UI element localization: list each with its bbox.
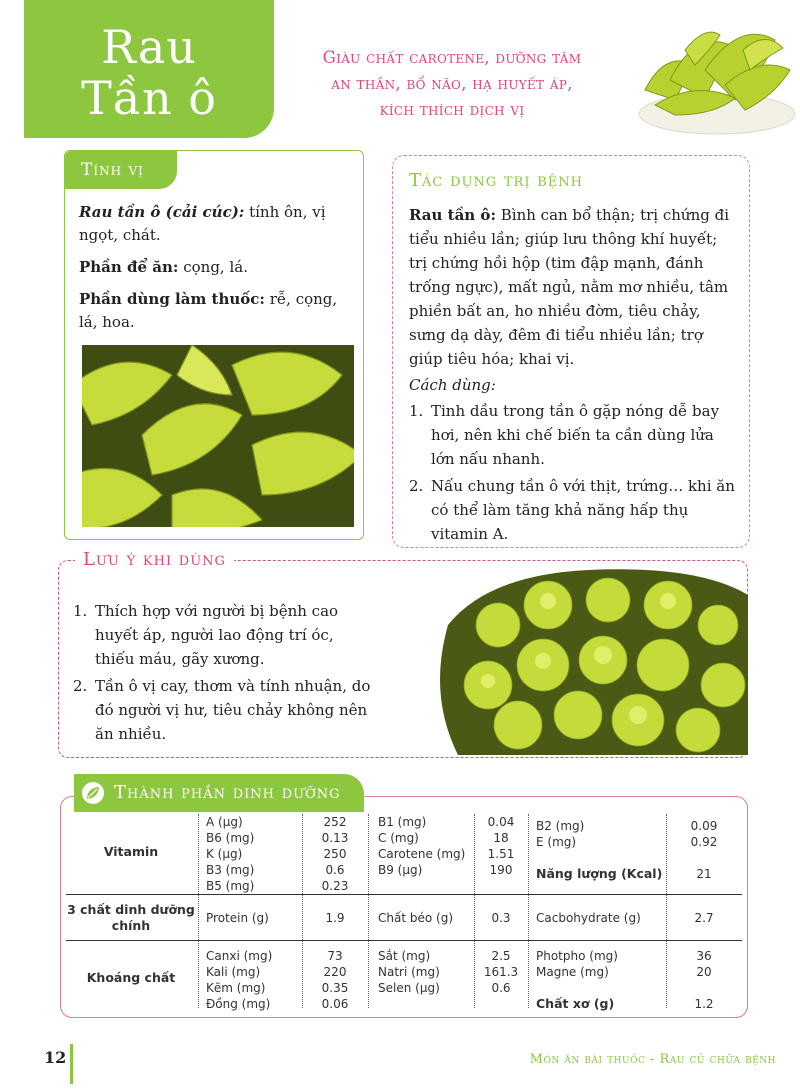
title-line-1: Rau xyxy=(101,20,197,74)
title-line-2: Tần ô xyxy=(81,71,217,125)
treatment-box xyxy=(392,155,750,548)
row-label-mineral: Khoáng chất xyxy=(86,970,176,985)
properties-body xyxy=(79,201,357,343)
nutrition-title: Thành phần dinh dưỡng xyxy=(114,782,341,803)
properties-para-3 xyxy=(79,288,357,334)
vitamin-values-2: 0.04 18 1.51 190 xyxy=(487,815,515,877)
usage-label: Cách dùng: xyxy=(409,376,496,394)
plate-of-greens-photo xyxy=(625,10,797,138)
list-item xyxy=(73,599,373,671)
table-row xyxy=(66,898,746,938)
mineral-names-1: Canxi (mg) Kali (mg) Kẽm (mg) Đồng (mg) xyxy=(206,949,273,1011)
list-item-text: Tần ô vị cay, thơm và tính nhuận, do đó người vị hư, tiêu chảy không nên ăn nhiều. xyxy=(95,677,371,743)
list-item xyxy=(409,474,735,546)
subtitle-line-1: Giàu chất carotene, dưỡng tâm xyxy=(322,48,582,67)
fat-value: 0.3 xyxy=(491,911,511,925)
vitamin-values-1: 252 0.13 250 0.6 0.23 xyxy=(321,815,349,893)
list-item-number: 1. xyxy=(409,402,424,420)
vitamin-names-3: B2 (mg) E (mg) xyxy=(536,819,585,849)
properties-label-2: Phần để ăn: xyxy=(79,258,179,276)
table-row xyxy=(66,812,746,892)
mineral-values-1: 73 220 0.35 0.06 xyxy=(321,949,349,1011)
subtitle-line-3: kích thích dịch vị xyxy=(379,100,525,119)
leaf-icon xyxy=(82,782,104,804)
list-item-number: 2. xyxy=(73,677,88,695)
mineral-values-2: 2.5 161.3 0.6 xyxy=(483,949,519,995)
vitamin-values-3: 0.09 0.92 xyxy=(690,819,718,849)
treatment-text: Bình can bổ thận; trị chứng đi tiểu nhiều lần; giúp lưu thông khí huyết; trị chứng hồi hộp (tim đập mạnh, đánh trống ngực), mất ngủ, nằm mơ nhiều, tâm phiền bất an, ho nhiều đờm, tiêu chảy, sưng dạ dày, đêm đi tiểu nhiều lần; trợ giúp tiêu hóa; khai vị. xyxy=(409,206,730,368)
notes-list xyxy=(73,599,373,749)
treatment-label: Rau tần ô: xyxy=(409,206,496,224)
mineral-values-3: 36 20 xyxy=(696,949,712,979)
properties-text-3: rễ, cọng, lá, hoa. xyxy=(79,290,338,331)
fiber-label: Chất xơ (g) xyxy=(536,996,615,1011)
list-item-text: Nấu chung tần ô với thịt, trứng… khi ăn có thể làm tăng khả năng hấp thụ vitamin A. xyxy=(431,477,735,543)
vitamin-names-1: A (µg) B6 (mg) K (µg) B3 (mg) B5 (mg) xyxy=(206,815,255,893)
row-label-macro: 3 chất dinh dưỡng chính xyxy=(67,902,195,933)
properties-label-3: Phần dùng làm thuốc: xyxy=(79,290,265,308)
leaves-closeup-photo xyxy=(82,345,354,527)
energy-value: 21 xyxy=(696,867,712,881)
table-row xyxy=(66,946,746,1012)
list-item-number: 2. xyxy=(409,477,424,495)
chrysanthemum-greens-photo xyxy=(428,565,748,755)
properties-text-1: tính ôn, vị ngọt, chát. xyxy=(79,203,326,244)
notes-header: Lưu ý khi dùng xyxy=(75,549,234,570)
list-item xyxy=(409,399,735,471)
mineral-names-2: Sắt (mg) Natri (mg) Selen (µg) xyxy=(378,949,440,995)
carb-value: 2.7 xyxy=(694,911,714,925)
nutrition-header xyxy=(74,774,364,812)
treatment-body xyxy=(409,203,735,546)
row-label-vitamin: Vitamin xyxy=(103,844,159,859)
properties-para-2 xyxy=(79,256,357,279)
properties-header: Tính vị xyxy=(65,151,177,189)
protein-value: 1.9 xyxy=(325,911,345,925)
list-item xyxy=(73,674,373,746)
protein-label: Protein (g) xyxy=(206,911,269,925)
list-item-text: Tinh dầu trong tần ô gặp nóng dễ bay hơi, nên khi chế biến ta cần dùng lửa lớn nấu nhanh. xyxy=(431,402,720,468)
row-divider xyxy=(66,940,742,941)
energy-label: Năng lượng (Kcal) xyxy=(536,866,663,881)
page-number: 12 xyxy=(44,1048,67,1067)
vitamin-names-2: B1 (mg) C (mg) Carotene (mg) B9 (µg) xyxy=(378,815,466,877)
subtitle-line-2: an thần, bổ não, hạ huyết áp, xyxy=(331,74,573,93)
usage-list xyxy=(409,399,735,546)
footer-divider xyxy=(70,1044,73,1084)
treatment-header: Tác dụng trị bệnh xyxy=(409,170,583,191)
list-item-text: Thích hợp với người bị bệnh cao huyết áp, người lao động trí óc, thiếu máu, gãy xương. xyxy=(95,602,339,668)
book-title: Món ăn bài thuốc - Rau củ chữa bệnh xyxy=(529,1052,776,1067)
properties-para-1 xyxy=(79,201,357,247)
title-banner xyxy=(24,0,274,138)
list-item-number: 1. xyxy=(73,602,88,620)
carb-label: Cacbohydrate (g) xyxy=(536,911,641,925)
subtitle xyxy=(282,45,622,123)
fat-label: Chất béo (g) xyxy=(378,911,453,925)
mineral-names-3: Photpho (mg) Magne (mg) xyxy=(536,949,618,979)
row-divider xyxy=(66,894,742,895)
properties-text-2: cọng, lá. xyxy=(178,258,248,276)
properties-label-1: Rau tần ô (cải cúc): xyxy=(79,203,245,221)
treatment-paragraph xyxy=(409,203,735,371)
fiber-value: 1.2 xyxy=(694,997,714,1011)
